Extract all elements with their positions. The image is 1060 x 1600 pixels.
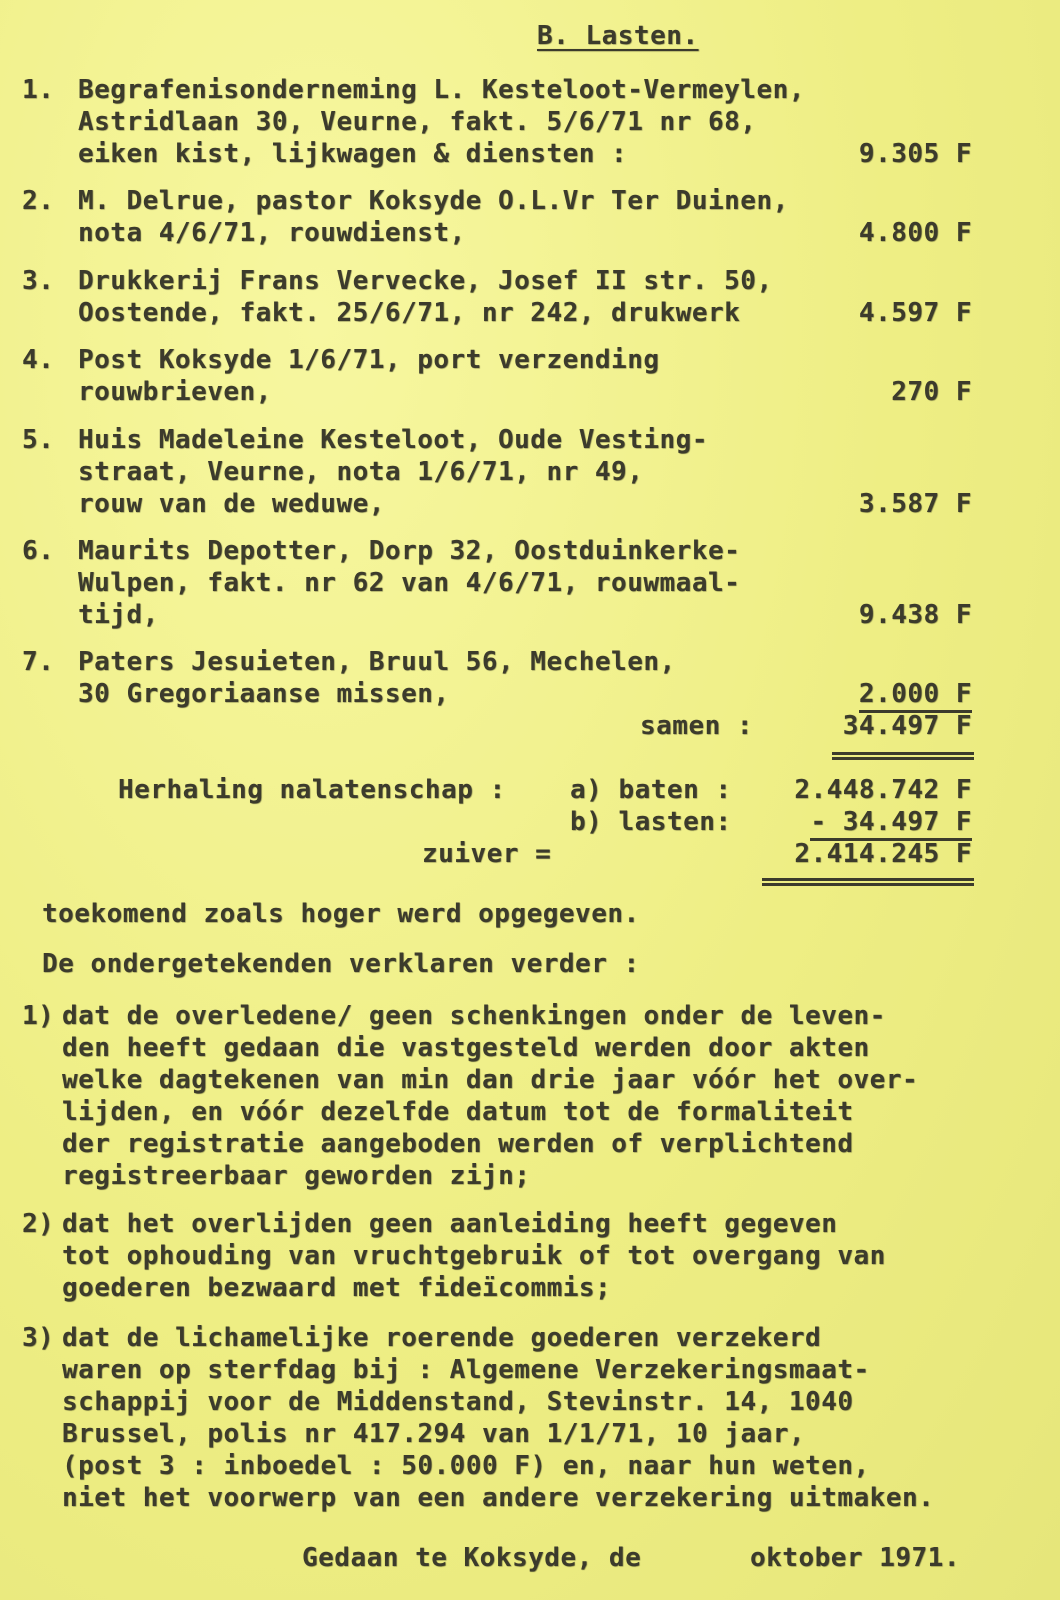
toekomend-line: toekomend zoals hoger werd opgegeven. — [42, 899, 640, 929]
item-5-amount: 3.587 F — [858, 489, 972, 519]
point-3-line-3: schappij voor de Middenstand, Stevinstr. 14, 1040 — [62, 1387, 854, 1417]
point-3-line-1: dat de lichamelijke roerende goederen verzekerd — [62, 1323, 822, 1353]
net-double-underline — [762, 878, 974, 886]
point-1-line-5: der registratie aangeboden werden of verplichtend — [62, 1129, 854, 1159]
item-7-line-2: 30 Gregoriaanse missen, — [78, 679, 450, 709]
point-3-line-2: waren op sterfdag bij : Algemene Verzekeringsmaat- — [62, 1355, 870, 1385]
section-title: B. Lasten. — [537, 21, 699, 51]
item-5-line-1: Huis Madeleine Kesteloot, Oude Vesting- — [78, 425, 708, 455]
summary-b-label: b) lasten: — [570, 807, 732, 837]
item-3-line-1: Drukkerij Frans Vervecke, Josef II str. 50, — [78, 266, 773, 296]
declaration-intro: De ondergetekenden verklaren verder : — [42, 949, 640, 979]
total-label: samen : — [640, 711, 754, 741]
point-1-line-3: welke dagtekenen van min dan drie jaar vóór het over- — [62, 1065, 919, 1095]
point-3-number: 3) — [22, 1323, 55, 1353]
item-1-line-2: Astridlaan 30, Veurne, fakt. 5/6/71 nr 68, — [78, 107, 757, 137]
point-1-line-2: den heeft gedaan die vastgesteld werden door akten — [62, 1033, 870, 1063]
item-1-line-1: Begrafenisonderneming L. Kesteloot-Vermeylen, — [78, 75, 805, 105]
item-2-amount: 4.800 F — [858, 218, 972, 248]
total-amount: 34.497 F — [842, 711, 972, 741]
item-2-number: 2. — [22, 186, 55, 216]
point-2-line-3: goederen bezwaard met fideïcommis; — [62, 1273, 612, 1303]
summary-a-label: a) baten : — [570, 775, 732, 805]
item-5-line-3: rouw van de weduwe, — [78, 489, 385, 519]
item-3-amount: 4.597 F — [858, 298, 972, 328]
item-6-line-2: Wulpen, fakt. nr 62 van 4/6/71, rouwmaal- — [78, 568, 741, 598]
item-2-line-1: M. Delrue, pastor Koksyde O.L.Vr Ter Duinen, — [78, 186, 789, 216]
item-2-line-2: nota 4/6/71, rouwdienst, — [78, 218, 466, 248]
item-7-amount: 2.000 F — [859, 678, 972, 713]
point-1-line-4: lijden, en vóór dezelfde datum tot de formaliteit — [62, 1097, 854, 1127]
closing-date: oktober 1971. — [750, 1543, 960, 1573]
point-1-line-6: registreerbaar geworden zijn; — [62, 1161, 531, 1191]
item-5-number: 5. — [22, 425, 55, 455]
point-3-line-5: (post 3 : inboedel : 50.000 F) en, naar hun weten, — [62, 1451, 870, 1481]
point-2-line-2: tot ophouding van vruchtgebruik of tot overgang van — [62, 1241, 886, 1271]
item-7-number: 7. — [22, 647, 55, 677]
closing-place: Gedaan te Koksyde, de — [302, 1543, 642, 1573]
summary-net-label: zuiver = — [422, 839, 552, 869]
point-2-line-1: dat het overlijden geen aanleiding heeft gegeven — [62, 1209, 838, 1239]
item-1-line-3: eiken kist, lijkwagen & diensten : — [78, 139, 628, 169]
total-double-underline — [832, 752, 974, 760]
item-4-line-2: rouwbrieven, — [78, 377, 272, 407]
point-1-line-1: dat de overledene/ geen schenkingen onder de leven- — [62, 1001, 886, 1031]
item-6-line-3: tijd, — [78, 600, 159, 630]
item-7-line-1: Paters Jesuieten, Bruul 56, Mechelen, — [78, 647, 676, 677]
item-1-number: 1. — [22, 75, 55, 105]
point-2-number: 2) — [22, 1209, 55, 1239]
item-4-number: 4. — [22, 345, 55, 375]
item-4-line-1: Post Koksyde 1/6/71, port verzending — [78, 345, 660, 375]
item-6-line-1: Maurits Depotter, Dorp 32, Oostduinkerke- — [78, 536, 741, 566]
summary-net-amount: 2.414.245 F — [794, 839, 972, 869]
item-3-number: 3. — [22, 266, 55, 296]
item-6-amount: 9.438 F — [858, 600, 972, 630]
item-3-line-2: Oostende, fakt. 25/6/71, nr 242, drukwerk — [78, 298, 741, 328]
item-6-number: 6. — [22, 536, 55, 566]
summary-a-amount: 2.448.742 F — [794, 775, 972, 805]
item-5-line-2: straat, Veurne, nota 1/6/71, nr 49, — [78, 457, 644, 487]
summary-b-amount: - 34.497 F — [810, 806, 972, 841]
point-3-line-4: Brussel, polis nr 417.294 van 1/1/71, 10 jaar, — [62, 1419, 806, 1449]
item-1-amount: 9.305 F — [858, 139, 972, 169]
summary-label: Herhaling nalatenschap : — [118, 775, 506, 805]
item-4-amount: 270 F — [891, 377, 972, 407]
point-3-line-6: niet het voorwerp van een andere verzekering uitmaken. — [62, 1483, 935, 1513]
point-1-number: 1) — [22, 1001, 55, 1031]
